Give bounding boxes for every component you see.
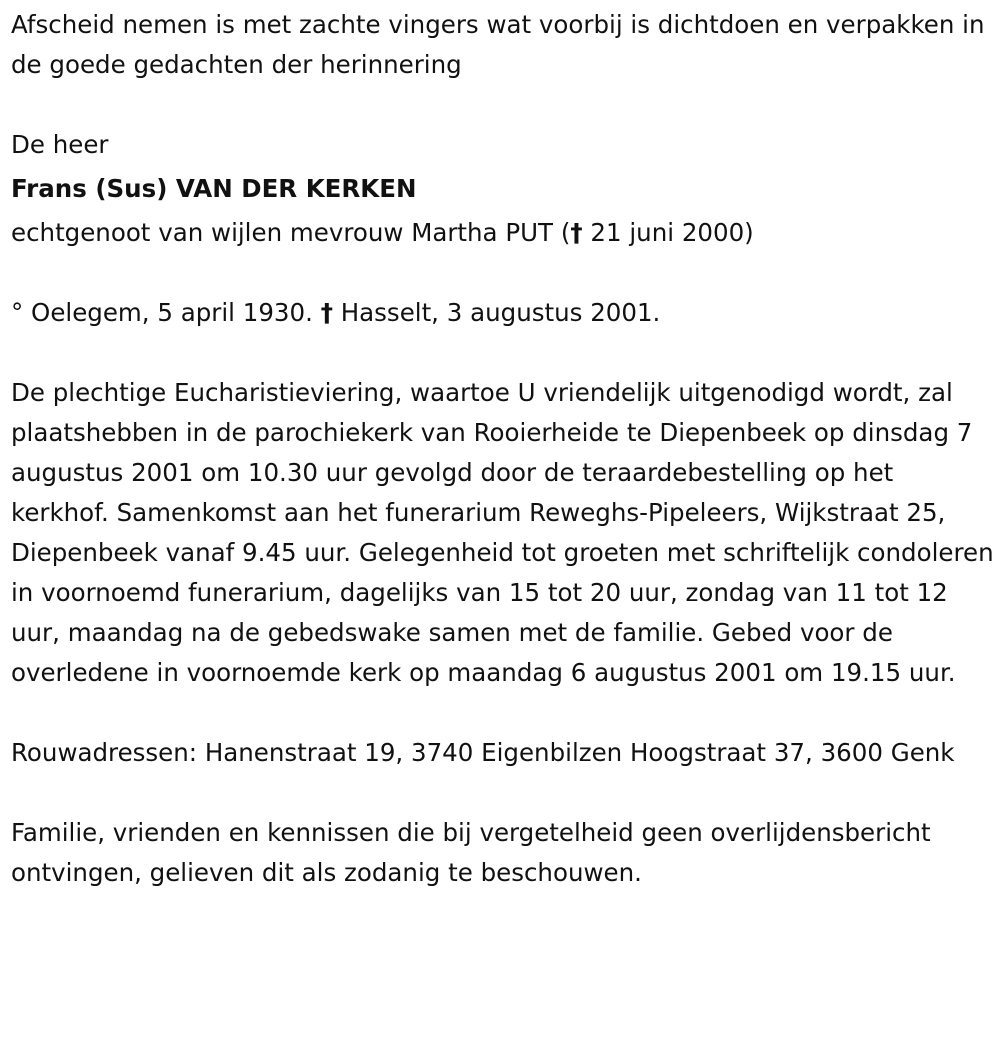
service-details: De plechtige Eucharistieviering, waartoe U vriendelijk uitgenodigd wordt, zal plaatshebben in de parochiekerk van Rooierheide te Diepenbeek op dinsdag 7 augustus 2001 om 10.30 uur gevolgd door de teraardebestelling op het kerkhof. Samenkomst aan het funerarium Reweghs-Pipeleers, Wijkstraat 25, Diepenbeek vanaf 9.45 uur. Gelegenheid tot groeten met schriftelijk condoleren in voornoemd funerarium, dagelijks van 15 tot 20 uur, zondag van 11 tot 12 uur, maandag na de gebedswake samen met de familie. Gebed voor de overledene in voornoemde kerk op maandag 6 augustus 2001 om 19.15 uur. xyxy=(11,378,994,687)
spouse-suffix: 21 juni 2000) xyxy=(582,218,754,247)
spouse-line xyxy=(11,213,996,253)
salutation: De heer xyxy=(11,130,109,159)
death-info: Hasselt, 3 augustus 2001. xyxy=(332,298,661,327)
cross-symbol: † xyxy=(320,298,333,327)
condolence-addresses: Rouwadressen: Hanenstraat 19, 3740 Eigenbilzen Hoogstraat 37, 3600 Genk xyxy=(11,738,955,767)
deceased-announcement xyxy=(11,125,996,253)
cross-symbol: † xyxy=(570,218,583,247)
opening-quote: Afscheid nemen is met zachte vingers wat voorbij is dichtdoen en verpakken in de goede gedachten der herinnering xyxy=(11,10,985,79)
birth-death-line xyxy=(11,293,996,333)
closing-note: Familie, vrienden en kennissen die bij vergetelheid geen overlijdensbericht ontvingen, gelieven dit als zodanig te beschouwen. xyxy=(11,818,931,887)
deceased-name: Frans (Sus) VAN DER KERKEN xyxy=(11,174,417,203)
birth-info: ° Oelegem, 5 april 1930. xyxy=(11,298,321,327)
spouse-prefix: echtgenoot van wijlen mevrouw Martha PUT ( xyxy=(11,218,571,247)
